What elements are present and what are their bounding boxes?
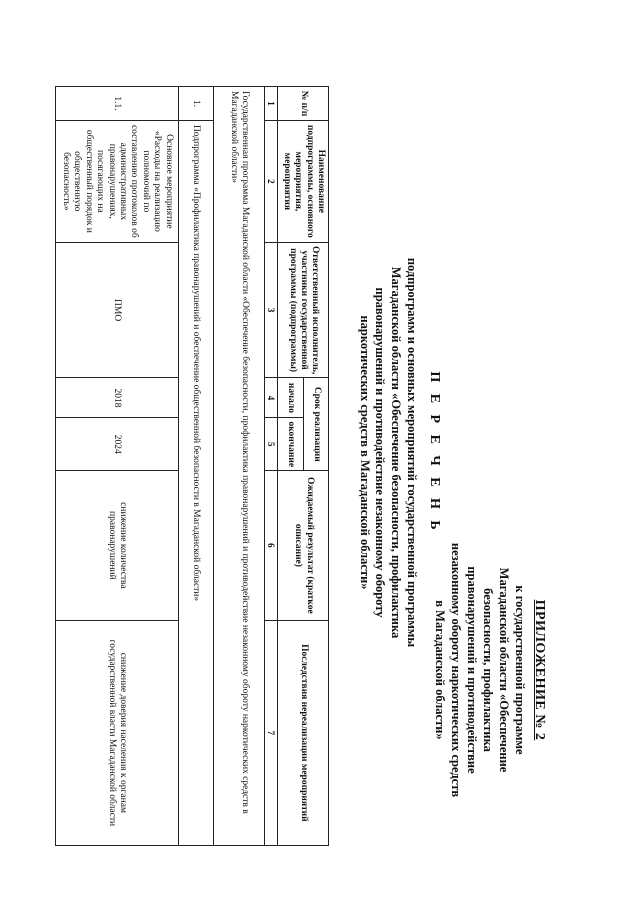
header-term: Срок реализации (303, 378, 328, 471)
annex-line: в Магаданской области» (433, 600, 448, 740)
title-line: Магаданской области «Обеспечение безопасности, профилактика (389, 266, 404, 639)
row-result: снижение количества правонарушений (55, 471, 178, 621)
row-num: 1.1. (55, 87, 178, 121)
header-result: Ожидаемый результат (краткое описание) (278, 471, 329, 621)
subprogram-row (178, 87, 213, 846)
title-line: правонарушений и противодействие незаконному обороту (373, 287, 388, 618)
annex-block (432, 470, 548, 870)
table-row (55, 87, 178, 846)
measures-table (55, 86, 329, 846)
index-cell: 4 (264, 378, 278, 418)
header-consequences: Последствия нереализации мероприятий (278, 620, 329, 845)
annex-line: правонарушений и противодействие (465, 566, 480, 774)
program-cell: Государственная программа Магаданской области «Обеспечение безопасности, профилактика правонарушений и противодействие незаконному обороту наркотических средств в Магаданской области» (213, 87, 264, 846)
row-consequences: снижение доверия населения к органам государственной власти Магаданской области (55, 620, 178, 845)
annex-number: ПРИЛОЖЕНИЕ № 2 (532, 599, 547, 741)
annex-line: Магаданской области «Обеспечение (497, 567, 512, 773)
title-spaced: П Е Р Е Ч Е Н Ь (427, 371, 442, 534)
index-cell: 3 (264, 242, 278, 378)
row-executor: ПМО (55, 242, 178, 378)
program-row (213, 87, 264, 846)
header-num: № п/п (278, 87, 329, 121)
annex-line: к государственной программе (513, 585, 528, 755)
row-start: 2018 (55, 378, 178, 418)
annex-line: незаконному обороту наркотических средств (449, 542, 464, 798)
subprogram-cell: Подпрограмма «Профилактика правонарушений и обеспечение общественной безопасности в Магаданской области» (178, 120, 213, 845)
subprogram-num: 1. (178, 87, 213, 121)
index-cell: 6 (264, 471, 278, 621)
header-executor: Ответственный исполнитель, участники государственной программы (подпрограммы) (278, 242, 329, 378)
row-end: 2024 (55, 418, 178, 471)
index-cell: 5 (264, 418, 278, 471)
index-row (264, 87, 278, 846)
annex-line: безопасности, профилактика (481, 588, 496, 752)
header-end: окончание (278, 418, 303, 471)
index-cell: 7 (264, 620, 278, 845)
title-line: наркотических средств в Магаданской области» (357, 315, 372, 590)
index-cell: 1 (264, 87, 278, 121)
header-name: Наименование подпрограммы, основного мероприятия, мероприятия (278, 120, 329, 242)
document-title (356, 225, 442, 680)
header-start: начало (278, 378, 303, 418)
header-row (303, 87, 328, 846)
row-name: Основное мероприятие «Расходы на реализацию полномочий по составлению протоколов об административных правонарушениях, посягающих на общественный порядок и общественную безопасность» (55, 120, 178, 242)
title-line: подпрограмм и основных мероприятий государственной программы (405, 257, 419, 648)
index-cell: 2 (264, 120, 278, 242)
